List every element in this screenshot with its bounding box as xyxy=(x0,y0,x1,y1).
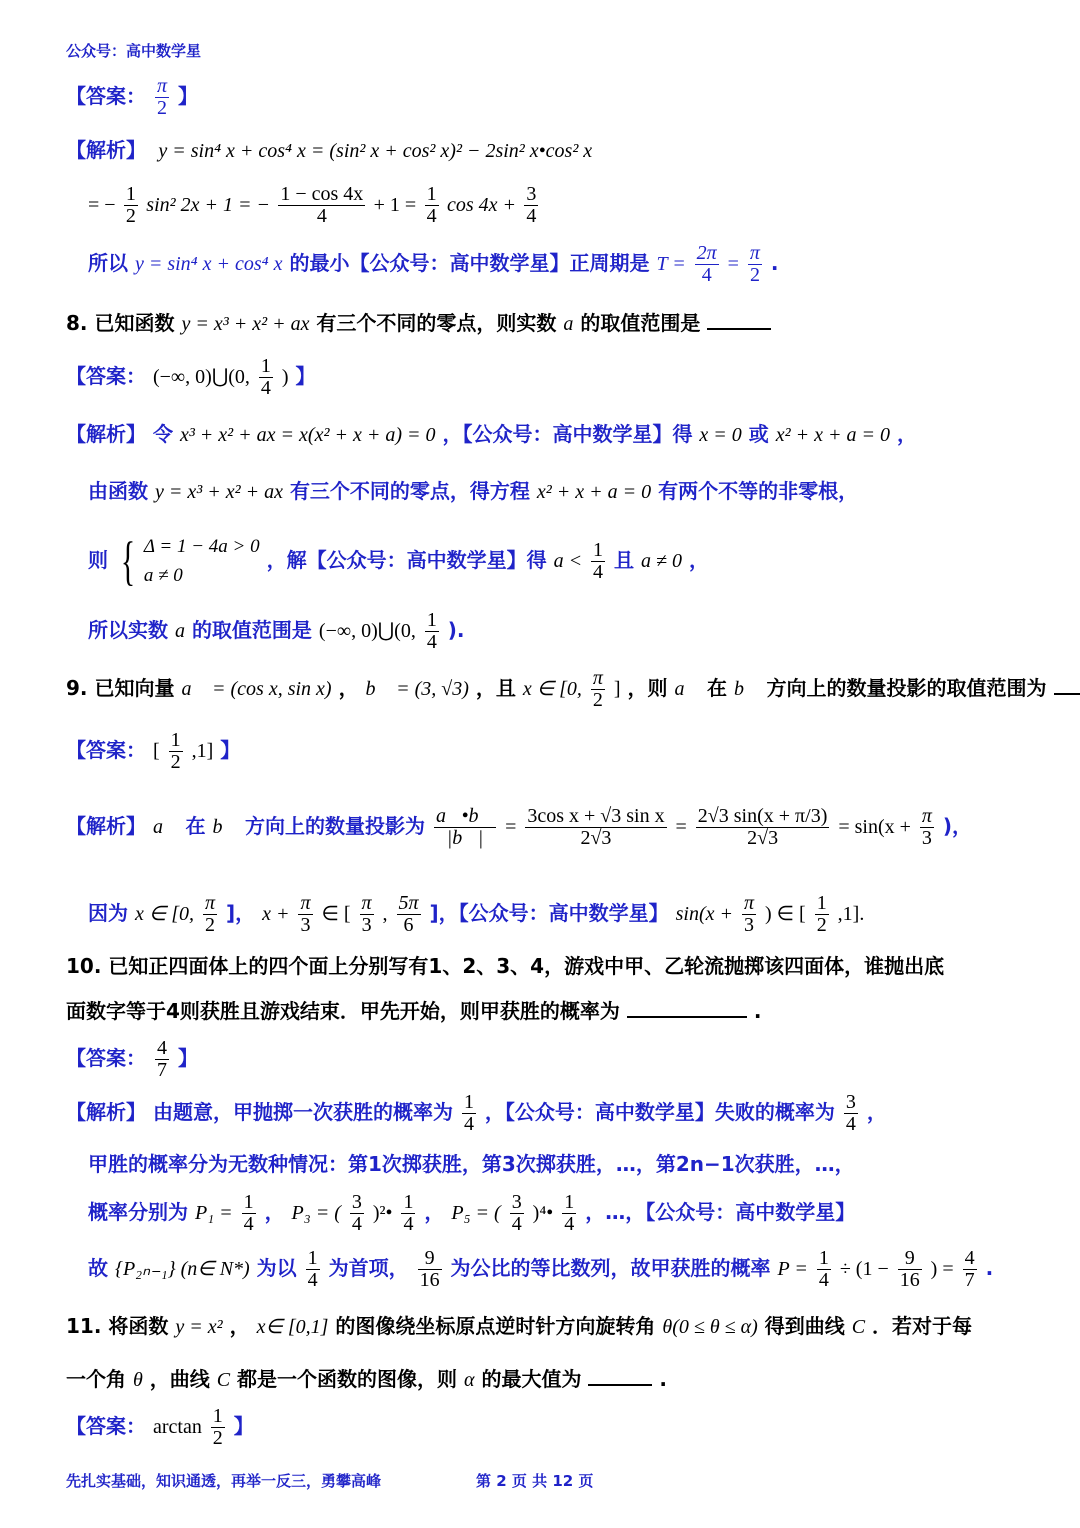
math-text: a⃗ xyxy=(674,678,701,700)
answer-blank xyxy=(707,310,771,330)
math-text: y = x³ + x² + ax xyxy=(181,313,310,335)
answer-blank xyxy=(627,998,747,1018)
text: 都是一个函数的图像，则 xyxy=(237,1367,458,1391)
answer-close: 】 xyxy=(220,738,241,762)
p10-question-line2 xyxy=(66,998,761,1021)
math-text: θ xyxy=(132,1369,143,1391)
p11-question-line1 xyxy=(66,1316,972,1337)
math-text: P₅ = ( xyxy=(451,1202,501,1224)
fraction: $\frac{\pi}{2}$ xyxy=(592,667,603,711)
math-text: x² + x + a = 0 xyxy=(775,424,890,446)
answer-label: 【答案： xyxy=(66,1046,146,1070)
text: 且 xyxy=(614,547,635,572)
math-text: sin(x + xyxy=(675,903,733,925)
text: ， xyxy=(424,1200,445,1224)
text: ， xyxy=(896,422,917,446)
p9-question xyxy=(66,668,1080,711)
math-text: C xyxy=(216,1369,231,1391)
text: 的图像绕坐标原点逆时针方向旋转角 xyxy=(335,1314,656,1338)
fraction: $\frac{4}{7}$ xyxy=(964,1247,975,1291)
text: 由函数 xyxy=(88,479,148,503)
math-text: (−∞, 0)⋃(0, xyxy=(152,366,250,388)
fraction: $\frac{3}{4}$ xyxy=(845,1091,856,1135)
math-text: P₃ = ( xyxy=(291,1202,341,1224)
p8-analysis-line2 xyxy=(88,481,858,502)
answer-blank xyxy=(588,1366,652,1386)
fraction: $\frac{1}{4}$ xyxy=(426,609,437,653)
p10-analysis-line2: 甲胜的概率分为无数种情况：第1次掷获胜，第3次掷获胜，…，第2n−1次获胜，…， xyxy=(88,1152,855,1176)
math-text: sin² 2x + 1 = − xyxy=(146,194,270,216)
fraction: $\frac{3}{4}$ xyxy=(351,1191,362,1235)
math-text: α xyxy=(464,1369,475,1391)
math-text: = xyxy=(675,816,687,838)
analysis-label: 【解析】 xyxy=(66,1100,146,1124)
answer-label: 【答案： xyxy=(66,738,146,762)
fraction: $\frac{1}{4}$ xyxy=(818,1247,829,1291)
fraction: $\frac{1}{4}$ xyxy=(463,1091,474,1135)
math-text: = xyxy=(505,816,517,838)
text: ). xyxy=(447,618,465,642)
question-number: 9. xyxy=(66,676,88,700)
math-text: x = 0 xyxy=(699,424,742,446)
text: ]，【公众号：高中数学星】 xyxy=(429,901,669,925)
text: 将函数 xyxy=(108,1314,169,1338)
header-source: 公众号：高中数学星 xyxy=(66,42,202,60)
text: ， xyxy=(688,547,709,572)
text: ]， xyxy=(226,901,256,925)
text: 有三个不同的零点，得方程 xyxy=(289,479,530,503)
math-text: P₁ = xyxy=(194,1202,233,1224)
text: 的最大值为 xyxy=(481,1367,582,1391)
math-text: {P₂ₙ₋₁} (n∈ N*) xyxy=(114,1258,250,1280)
equation-system: Δ = 1 − 4a > 0 a ≠ 0 xyxy=(143,536,260,587)
text: ，【公众号：高中数学星】失败的概率为 xyxy=(484,1100,835,1124)
analysis-label: 【解析】 xyxy=(66,138,146,162)
math-text: y = x³ + x² + ax xyxy=(154,481,283,503)
text: 的最小【公众号：高中数学星】正周期是 xyxy=(289,251,650,275)
text: 已知正四面体上的四个面上分别写有1、2、3、4，游戏中甲、乙轮流抛掷该四面体，谁抛出底 xyxy=(108,954,945,978)
fraction: $\frac{\pi}{3}$ xyxy=(361,892,372,936)
math-text: x² + x + a = 0 xyxy=(536,481,652,503)
text: . xyxy=(659,1367,668,1391)
fraction: $\frac{1}{2}$ xyxy=(212,1405,223,1449)
text: . xyxy=(770,251,779,275)
brace: { xyxy=(120,531,136,592)
question-number: 8. xyxy=(66,311,88,335)
math-text: x + xyxy=(262,903,290,925)
question-number: 11. xyxy=(66,1314,102,1338)
math-text: ÷ (1 − xyxy=(839,1258,889,1280)
fraction: $\frac{\pi}{2}$ xyxy=(205,892,216,936)
p10-analysis-line1 xyxy=(66,1092,887,1135)
text: 或 xyxy=(748,422,769,446)
p9-analysis-line1 xyxy=(66,806,972,849)
answer-close: 】 xyxy=(177,84,198,108)
math-text: + 1 = xyxy=(373,194,417,216)
math-text: a < xyxy=(553,549,583,572)
p8-analysis-line4 xyxy=(88,610,465,653)
math-text: x ∈ [0, xyxy=(134,903,195,925)
math-text: x∈ [0,1] xyxy=(256,1316,329,1338)
text: ， xyxy=(866,1100,887,1124)
text: 令 xyxy=(152,422,173,446)
text: . xyxy=(753,999,762,1023)
text: ，【公众号：高中数学星】得 xyxy=(442,422,693,446)
math-text: b⃗ = (3, √3) xyxy=(365,678,469,700)
fraction: $\frac{2√3 \sin(x + \pi/3)}{2√3}$ xyxy=(697,805,828,849)
text: 因为 xyxy=(88,901,128,925)
text: ， xyxy=(264,1200,285,1224)
answer-close: 】 xyxy=(233,1414,254,1438)
text: 已知向量 xyxy=(94,676,175,700)
math-text: ] xyxy=(613,678,621,700)
math-text: C xyxy=(851,1316,866,1338)
math-text: P = xyxy=(777,1258,808,1280)
text: 已知函数 xyxy=(94,311,175,335)
answer-label: 【答案： xyxy=(66,1414,146,1438)
text: 得到曲线 xyxy=(764,1314,845,1338)
text: 方向上的数量投影为 xyxy=(245,814,425,838)
fraction: $\frac{1}{4}$ xyxy=(403,1191,414,1235)
text: ， xyxy=(229,1314,250,1338)
math-text: arctan xyxy=(152,1416,202,1438)
p7-analysis-line3 xyxy=(88,243,779,286)
math-expression: y = sin⁴ x + cos⁴ x = (sin² x + cos² x)² − 2sin² x•cos² x xyxy=(158,140,593,162)
text: ，且 xyxy=(475,676,516,700)
fraction: $\frac{1 - \cos 4x}{4}$ xyxy=(280,183,364,227)
text: 的取值范围是 xyxy=(580,311,701,335)
text: 为公比的等比数列，故甲获胜的概率 xyxy=(450,1256,771,1280)
fraction: $\frac{1}{4}$ xyxy=(593,538,604,583)
p11-answer xyxy=(66,1406,254,1449)
math-text: ∈ [ xyxy=(321,903,351,925)
p10-analysis-line3 xyxy=(88,1192,855,1235)
text: ， xyxy=(338,676,359,700)
p10-analysis-line4 xyxy=(88,1248,993,1291)
math-text: b⃗ xyxy=(212,816,239,838)
fraction: $\frac{1}{4}$ xyxy=(260,355,271,399)
math-text: y = x² xyxy=(175,1316,223,1338)
p11-question-line2 xyxy=(66,1366,667,1390)
fraction: $\frac{\pi}{2}$ xyxy=(156,75,167,119)
answer-blank xyxy=(1054,675,1080,695)
text: 方向上的数量投影的取值范围为 xyxy=(766,676,1047,700)
text: 面数字等于4则获胜且游戏结束．甲先开始，则甲获胜的概率为 xyxy=(66,999,620,1023)
fraction: $\frac{4}{7}$ xyxy=(156,1037,167,1081)
p8-question xyxy=(66,310,771,334)
fraction: $\frac{1}{2}$ xyxy=(125,183,136,227)
fraction: $\frac{2\pi}{4}$ xyxy=(696,242,717,286)
text: ，则 xyxy=(627,676,668,700)
math-text: y = sin⁴ x + cos⁴ x xyxy=(134,253,283,275)
question-number: 10. xyxy=(66,954,102,978)
fraction: $\frac{1}{2}$ xyxy=(816,892,827,936)
p10-answer xyxy=(66,1038,198,1081)
p8-analysis-line3 xyxy=(88,532,709,591)
math-text: a xyxy=(174,620,185,642)
text: 一个角 xyxy=(66,1367,126,1391)
answer-close: 】 xyxy=(177,1046,198,1070)
text: 为以 xyxy=(256,1256,297,1280)
p7-analysis-line1 xyxy=(66,140,592,161)
fraction: $\frac{\pi}{3}$ xyxy=(300,892,311,936)
fraction: $\frac{\pi}{3}$ xyxy=(743,892,754,936)
fraction: $\frac{1}{4}$ xyxy=(243,1191,254,1235)
math-text: , xyxy=(382,903,388,925)
p10-question-line1 xyxy=(66,956,944,976)
footer-motto: 先扎实基础，知识通透，再举一反三，勇攀高峰 xyxy=(66,1472,382,1490)
math-text: )⁴• xyxy=(532,1202,554,1224)
text: 由题意，甲抛掷一次获胜的概率为 xyxy=(152,1100,453,1124)
answer-label: 【答案： xyxy=(66,84,146,108)
math-text: = sin(x + xyxy=(838,816,911,838)
text: . xyxy=(985,1256,994,1280)
math-text: θ(0 ≤ θ ≤ α) xyxy=(662,1316,758,1338)
fraction: $\frac{3}{4}$ xyxy=(511,1191,522,1235)
math-text: ) xyxy=(281,366,289,388)
text: 故 xyxy=(88,1256,108,1280)
fraction: $\frac{1}{4}$ xyxy=(307,1247,318,1291)
fraction: $\frac{3}{4}$ xyxy=(526,183,537,227)
p8-analysis-line1 xyxy=(66,424,917,445)
fraction: $\frac{\pi}{3}$ xyxy=(921,805,932,849)
text: 有两个不等的非零根， xyxy=(658,479,859,503)
fraction: $\frac{9}{16}$ xyxy=(899,1247,920,1291)
math-text: = xyxy=(727,253,739,275)
p7-answer xyxy=(66,76,198,119)
math-text: x ∈ [0, xyxy=(522,678,582,700)
math-text: )²• xyxy=(372,1202,393,1224)
math-text: ) = xyxy=(930,1258,954,1280)
math-text: cos 4x + xyxy=(446,194,516,216)
p8-answer xyxy=(66,356,315,399)
fraction: $\frac{a⃗•b⃗}{|b⃗|}$ xyxy=(435,805,495,849)
analysis-label: 【解析】 xyxy=(66,814,146,838)
math-text: = − xyxy=(88,194,116,216)
text: 所以实数 xyxy=(88,618,168,642)
text: ．若对于每 xyxy=(872,1314,973,1338)
text: 的取值范围是 xyxy=(191,618,312,642)
math-text: b⃗ xyxy=(734,678,760,700)
text: 有三个不同的零点，则实数 xyxy=(316,311,557,335)
text: 在 xyxy=(185,814,206,838)
fraction: $\frac{1}{2}$ xyxy=(170,729,181,773)
math-text: a xyxy=(563,313,574,335)
fraction: $\frac{\pi}{2}$ xyxy=(749,242,760,286)
answer-label: 【答案： xyxy=(66,364,146,388)
p9-analysis-line2 xyxy=(88,893,864,936)
math-text: ,1]. xyxy=(837,903,865,925)
math-text: ) ∈ [ xyxy=(764,903,806,925)
footer-page-number: 第 2 页 共 12 页 xyxy=(476,1472,594,1490)
text: ，解【公众号：高中数学星】得 xyxy=(266,547,547,572)
math-text: a⃗ xyxy=(152,816,179,838)
text: ，曲线 xyxy=(149,1367,210,1391)
fraction: $\frac{5\pi}{6}$ xyxy=(398,892,419,936)
fraction: $\frac{\text{3cos x + √3 sin x}}{2√3}$ xyxy=(527,805,665,849)
math-text: a⃗ = (cos x, sin x) xyxy=(181,678,332,700)
text: ，…，【公众号：高中数学星】 xyxy=(585,1200,856,1224)
text: 为首项， xyxy=(328,1256,409,1280)
p9-answer xyxy=(66,730,240,773)
fraction: $\frac{1}{4}$ xyxy=(564,1191,575,1235)
math-text: x³ + x² + ax = x(x² + x + a) = 0 xyxy=(179,424,436,446)
math-text: T = xyxy=(656,253,686,275)
fraction: $\frac{1}{4}$ xyxy=(426,183,437,227)
math-text: a ≠ 0 xyxy=(640,549,682,572)
fraction: $\frac{9}{16}$ xyxy=(419,1247,440,1291)
text: 所以 xyxy=(88,251,128,275)
text: 概率分别为 xyxy=(88,1200,188,1224)
analysis-label: 【解析】 xyxy=(66,422,146,446)
text: 则 xyxy=(88,547,108,572)
math-text: ,1] xyxy=(191,740,214,762)
math-text: [ xyxy=(152,740,160,762)
answer-close: 】 xyxy=(295,364,316,388)
math-text: (−∞, 0)⋃(0, xyxy=(318,620,416,642)
text: )， xyxy=(942,814,973,838)
p7-analysis-line2 xyxy=(88,184,540,227)
text: 在 xyxy=(707,676,728,700)
